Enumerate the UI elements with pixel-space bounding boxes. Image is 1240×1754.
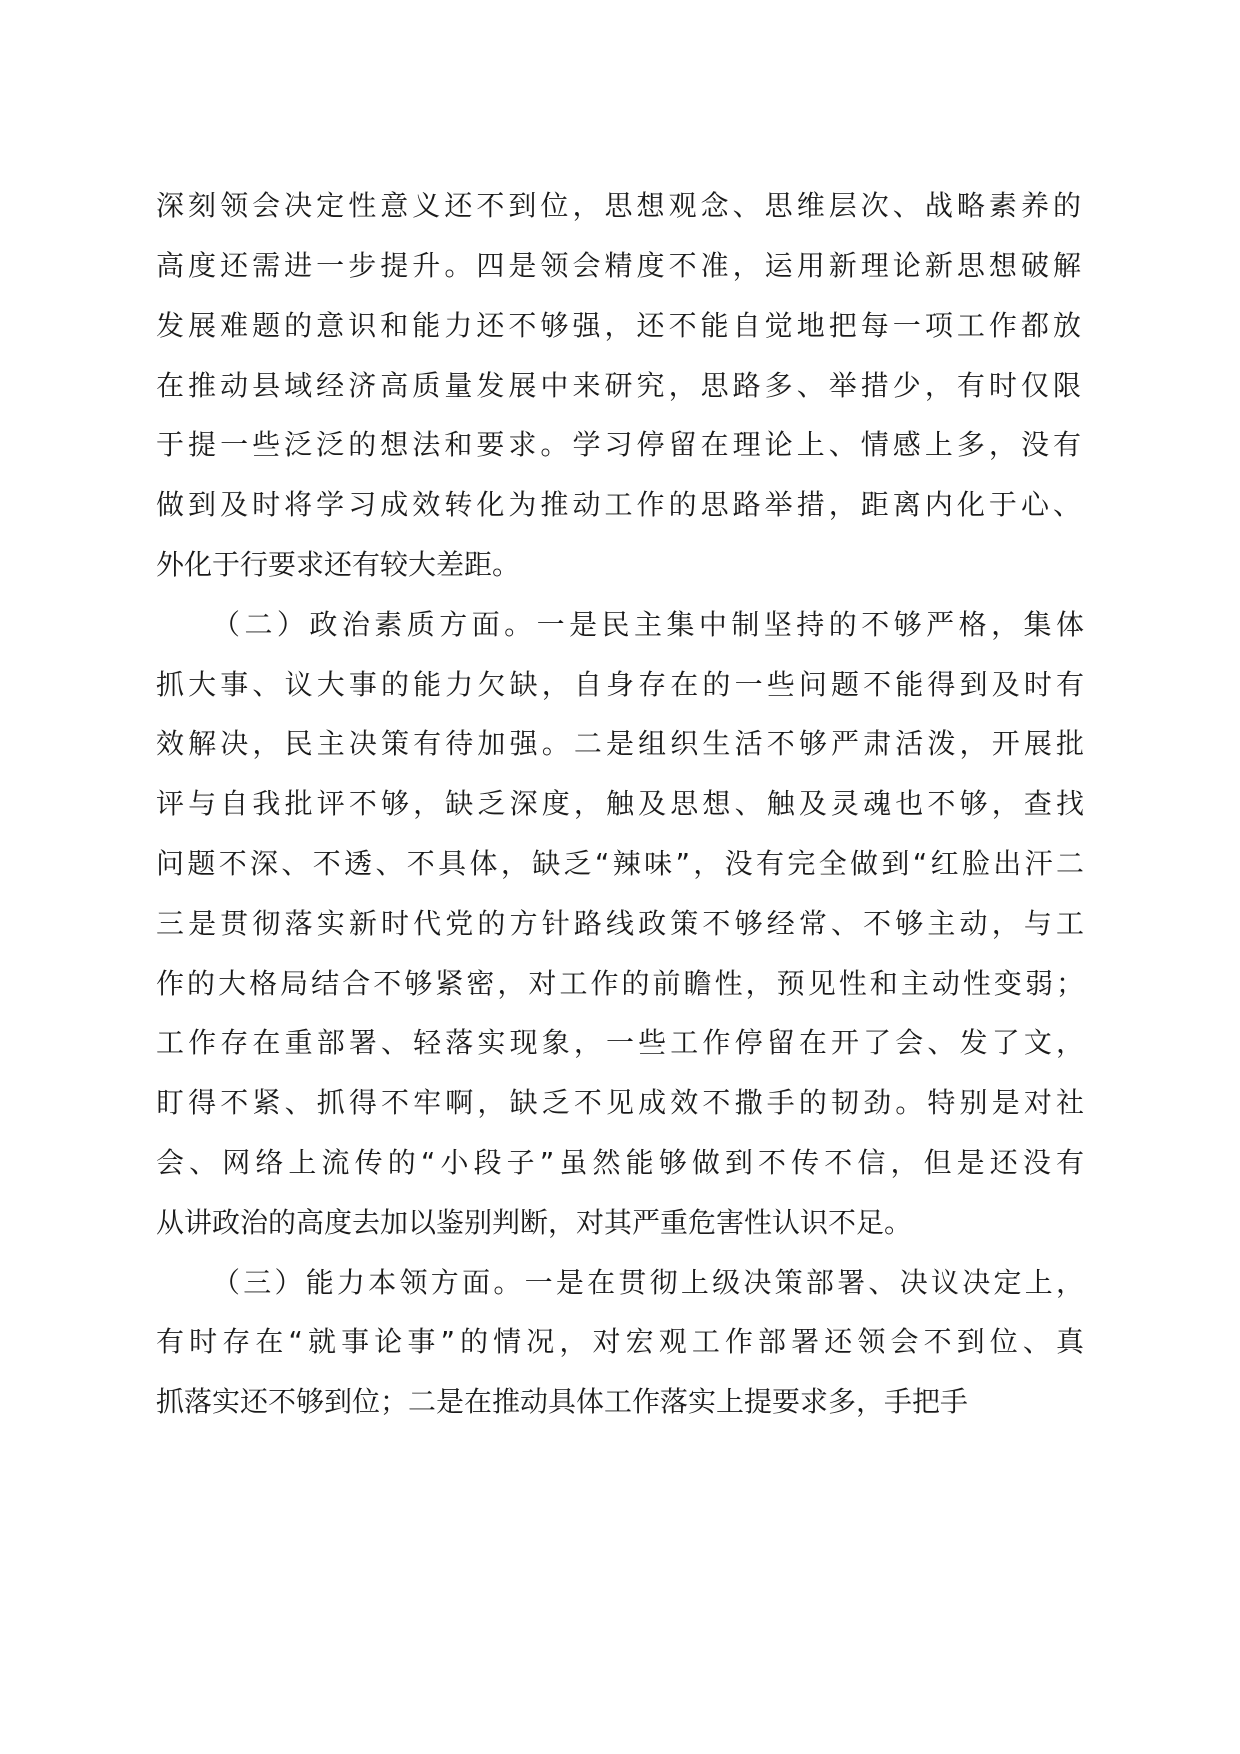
text-line: 外化于行要求还有较大差距。 [156, 548, 521, 581]
text-line: 抓大事、议大事的能力欠缺，自身存在的一些问题不能得到及时有 [156, 668, 1084, 701]
text-line: 效解决，民主决策有待加强。二是组织生活不够严肃活泼，开展批 [156, 727, 1084, 760]
text-line: 抓落实还不够到位；二是在推动具体工作落实上提要求多，手把手 [156, 1385, 969, 1418]
text-line: 从讲政治的高度去加以鉴别判断，对其严重危害性认识不足。 [156, 1206, 913, 1239]
text-line: 发展难题的意识和能力还不够强，还不能自觉地把每一项工作都放 [156, 309, 1084, 342]
text-line: 作的大格局结合不够紧密，对工作的前瞻性，预见性和主动性变弱； [156, 967, 1084, 1000]
paragraph-first-line: （三）能力本领方面。一是在贯彻上级决策部署、决议决定上， [212, 1266, 1084, 1299]
text-line: 在推动县域经济高质量发展中来研究，思路多、举措少，有时仅限 [156, 369, 1084, 402]
text-line: 盯得不紧、抓得不牢啊，缺乏不见成效不撒手的韧劲。特别是对社 [156, 1086, 1084, 1119]
text-line: 做到及时将学习成效转化为推动工作的思路举措，距离内化于心、 [156, 488, 1084, 521]
text-line: 有时存在“就事论事”的情况，对宏观工作部署还领会不到位、真 [156, 1325, 1084, 1358]
text-line: 于提一些泛泛的想法和要求。学习停留在理论上、情感上多，没有 [156, 428, 1084, 461]
paragraph-first-line: （二）政治素质方面。一是民主集中制坚持的不够严格，集体 [212, 608, 1084, 641]
text-line: 深刻领会决定性意义还不到位，思想观念、思维层次、战略素养的 [156, 189, 1084, 222]
text-line: 工作存在重部署、轻落实现象，一些工作停留在开了会、发了文， [156, 1026, 1084, 1059]
text-line: 评与自我批评不够，缺乏深度，触及思想、触及灵魂也不够，查找 [156, 787, 1084, 820]
text-line: 三是贯彻落实新时代党的方针路线政策不够经常、不够主动，与工 [156, 907, 1084, 940]
text-line: 会、网络上流传的“小段子”虽然能够做到不传不信，但是还没有 [156, 1146, 1084, 1179]
text-line: 问题不深、不透、不具体，缺乏“辣味”，没有完全做到“红脸出汗二 [156, 847, 1084, 880]
text-line: 高度还需进一步提升。四是领会精度不准，运用新理论新思想破解 [156, 249, 1084, 282]
